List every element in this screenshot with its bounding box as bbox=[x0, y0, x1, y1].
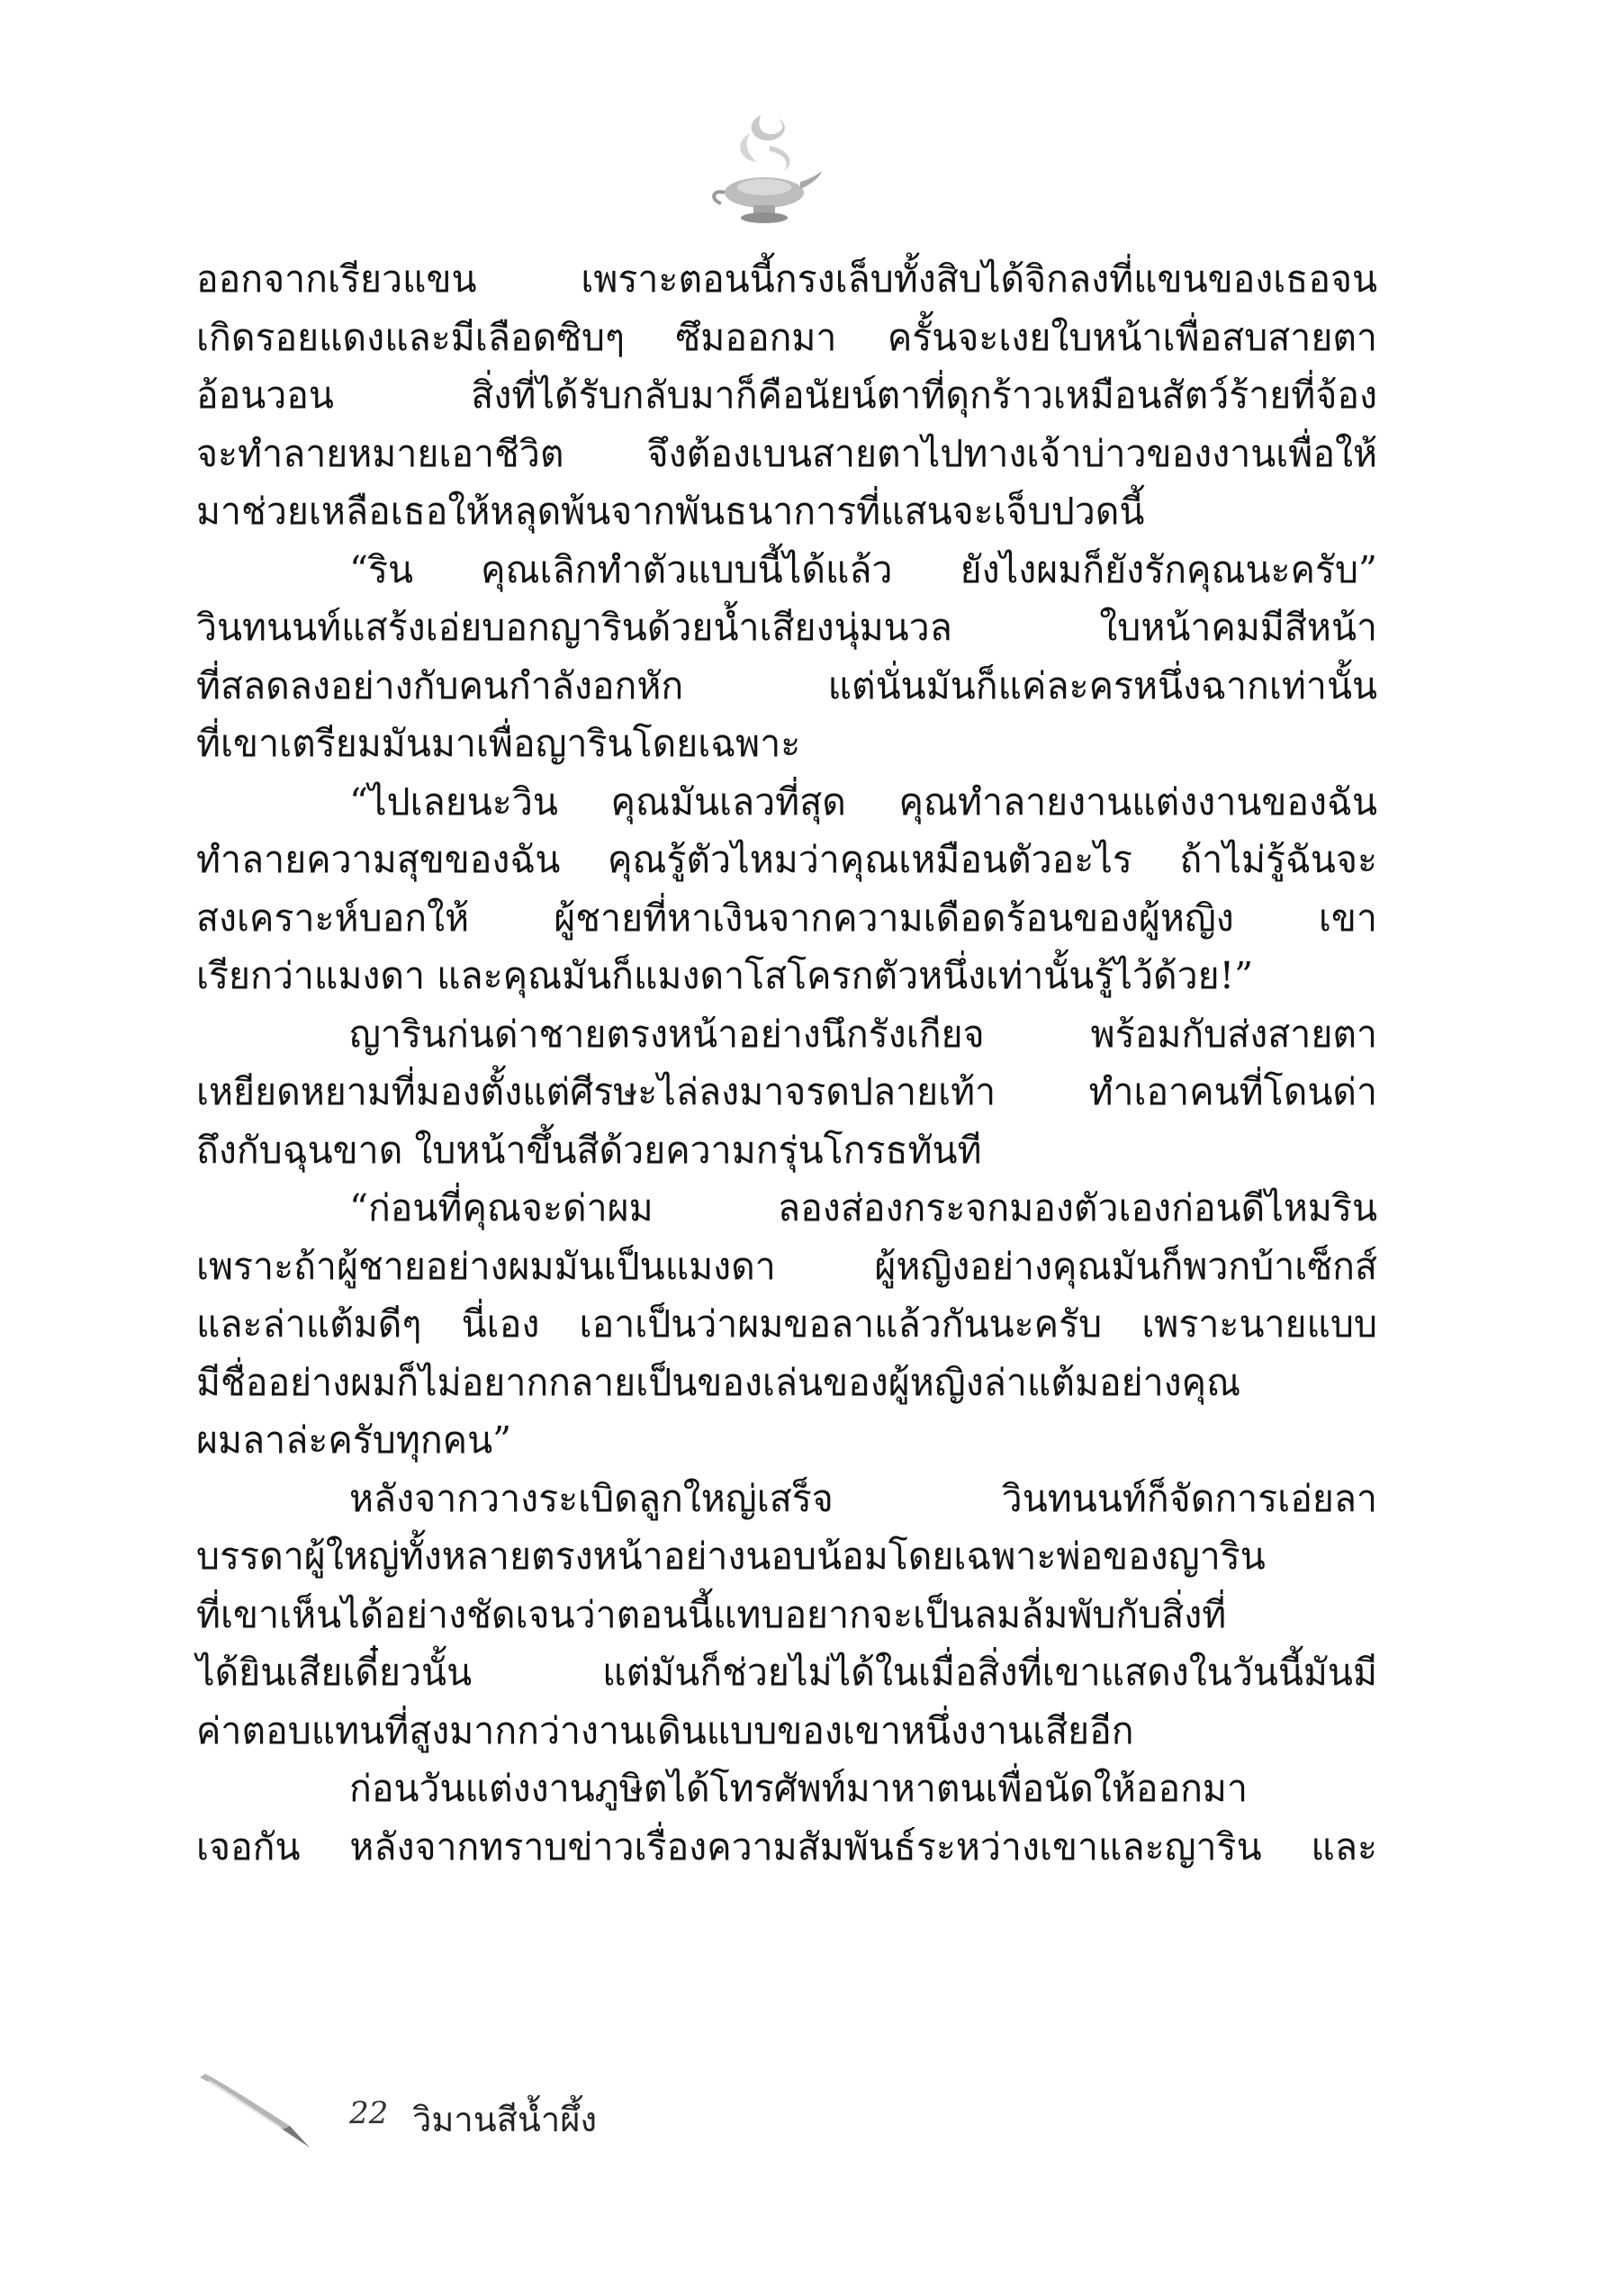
text-line: อ้อนวอน สิ่งที่ได้รับกลับมาก็คือนัยน์ตาที่ดุกร้าวเหมือนสัตว์ร้ายที่จ้อง bbox=[196, 374, 1377, 417]
text-line: วินทนนท์แสร้งเอ่ยบอกญารินด้วยน้ำเสียงนุ่มนวล ใบหน้าคมมีสีหน้า bbox=[196, 606, 1377, 649]
text-line: “ไปเลยนะวิน คุณมันเลวที่สุด คุณทำลายงานแต่งงานของฉัน bbox=[349, 779, 1377, 824]
text-line: ออกจากเรียวแขน เพราะตอนนี้กรงเล็บทั้งสิบได้จิกลงที่แขนของเธอจน bbox=[196, 257, 1377, 301]
body-text bbox=[196, 250, 1377, 1876]
text-line: เพราะถ้าผู้ชายอย่างผมมันเป็นแมงดา ผู้หญิงอย่างคุณมันก็พวกบ้าเซ็กส์ bbox=[196, 1244, 1377, 1288]
genie-lamp-icon bbox=[707, 106, 824, 232]
text-line: ที่เขาเห็นได้อย่างชัดเจนว่าตอนนี้แทบอยากจะเป็นลมล้มพับกับสิ่งที่ bbox=[196, 1592, 1227, 1636]
text-line: เหยียดหยามที่มองตั้งแต่ศีรษะไล่ลงมาจรดปลายเท้า ทำเอาคนที่โดนด่า bbox=[196, 1070, 1377, 1113]
text-line: “ริน คุณเลิกทำตัวแบบนี้ได้แล้ว ยังไงผมก็ยังรักคุณนะครับ” bbox=[349, 547, 1377, 591]
text-line: สงเคราะห์บอกให้ ผู้ชายที่หาเงินจากความเดือดร้อนของผู้หญิง เขา bbox=[196, 896, 1377, 940]
text-line: ถึงกับฉุนขาด ใบหน้าขึ้นสีด้วยความกรุ่นโกรธทันที bbox=[196, 1128, 982, 1172]
text-line: ค่าตอบแทนที่สูงมากกว่างานเดินแบบของเขาหนึ่งงานเสียอีก bbox=[196, 1708, 1134, 1752]
text-line: หลังจากวางระเบิดลูกใหญ่เสร็จ วินทนนท์ก็จัดการเอ่ยลา bbox=[349, 1476, 1377, 1520]
text-line: เจอกัน หลังจากทราบข่าวเรื่องความสัมพันธ์ระหว่างเขาและญาริน และ bbox=[196, 1824, 1377, 1868]
text-line: จะทำลายหมายเอาชีวิต จึงต้องเบนสายตาไปทางเจ้าบ่าวของงานเพื่อให้ bbox=[196, 431, 1377, 475]
text-line: ผมลาล่ะครับทุกคน” bbox=[196, 1418, 512, 1462]
page-footer bbox=[196, 2070, 916, 2169]
fountain-pen-icon bbox=[196, 2070, 313, 2151]
text-line: เรียกว่าแมงดา และคุณมันก็แมงดาโสโครกตัวหนึ่งเท่านั้นรู้ไว้ด้วย!” bbox=[196, 954, 1254, 997]
text-line: และล่าแต้มดีๆ นี่เอง เอาเป็นว่าผมขอลาแล้วกันนะครับ เพราะนายแบบ bbox=[196, 1302, 1377, 1346]
text-line: ญารินก่นด่าชายตรงหน้าอย่างนึกรังเกียจ พร้อมกับส่งสายตา bbox=[349, 1012, 1377, 1056]
text-line: ทำลายความสุขของฉัน คุณรู้ตัวไหมว่าคุณเหมือนตัวอะไร ถ้าไม่รู้ฉันจะ bbox=[196, 838, 1377, 881]
text-line: เกิดรอยแดงและมีเลือดซิบๆ ซึมออกมา ครั้นจะเงยใบหน้าเพื่อสบสายตา bbox=[196, 315, 1377, 359]
text-line: “ก่อนที่คุณจะด่าผม ลองส่องกระจกมองตัวเองก่อนดีไหมริน bbox=[349, 1186, 1377, 1229]
text-line: มีชื่ออย่างผมก็ไม่อยากกลายเป็นของเล่นของผู้หญิงล่าแต้มอย่างคุณ bbox=[196, 1360, 1241, 1404]
text-line: ก่อนวันแต่งงานภูษิตได้โทรศัพท์มาหาตนเพื่อนัดให้ออกมา bbox=[349, 1767, 1248, 1810]
text-line: มาช่วยเหลือเธอให้หลุดพ้นจากพันธนาการที่แสนจะเจ็บปวดนี้ bbox=[196, 490, 1145, 533]
page-number: 22 bbox=[349, 2095, 389, 2131]
text-line: ที่สลดลงอย่างกับคนกำลังอกหัก แต่นั่นมันก็แค่ละครหนึ่งฉากเท่านั้น bbox=[196, 663, 1377, 707]
text-line: ที่เขาเตรียมมันมาเพื่อญารินโดยเฉพาะ bbox=[196, 722, 801, 765]
text-line: บรรดาผู้ใหญ่ทั้งหลายตรงหน้าอย่างนอบน้อมโดยเฉพาะพ่อของญาริน bbox=[196, 1535, 1266, 1578]
book-title: วิมานสีน้ำผึ้ง bbox=[412, 2100, 598, 2139]
text-line: ได้ยินเสียเดี๋ยวนั้น แต่มันก็ช่วยไม่ได้ในเมื่อสิ่งที่เขาแสดงในวันนี้มันมี bbox=[196, 1651, 1377, 1694]
